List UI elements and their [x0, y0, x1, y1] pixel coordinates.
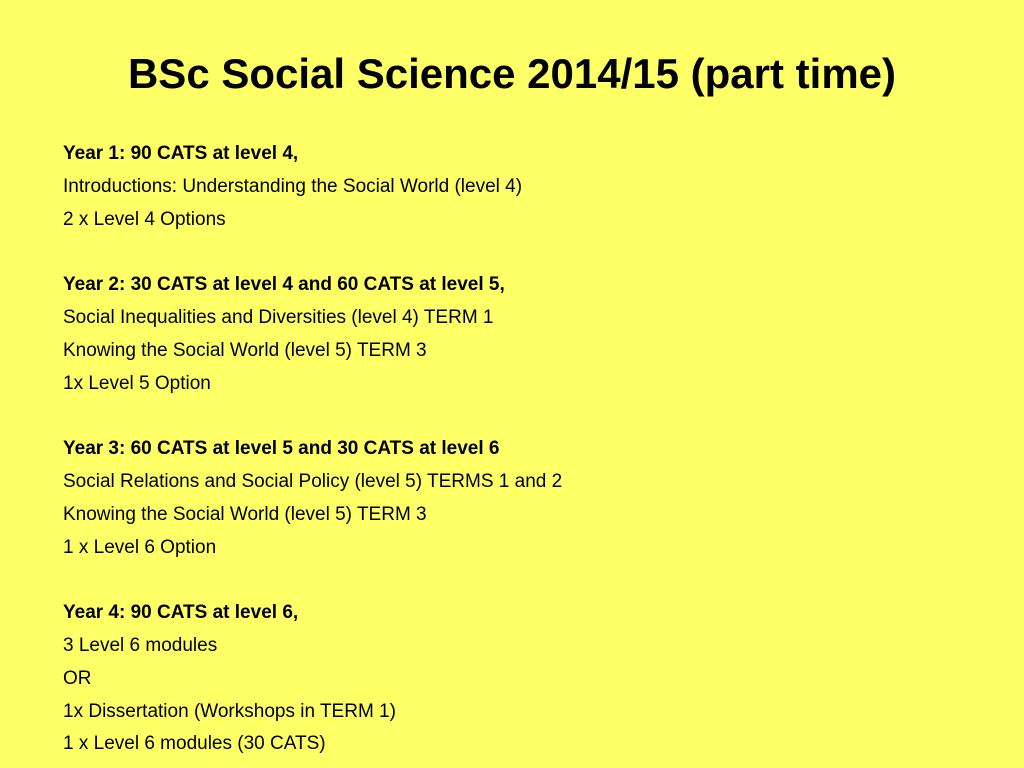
slide-body	[63, 138, 963, 761]
year-line: OR	[63, 667, 92, 689]
year-line: Knowing the Social World (level 5) TERM 3	[63, 339, 427, 361]
year-heading: Year 3: 60 CATS at level 5 and 30 CATS at level 6	[63, 438, 500, 460]
slide-title: BSc Social Science 2014/15 (part time)	[127, 50, 897, 97]
year-line: 1 x Level 6 modules (30 CATS)	[63, 733, 326, 755]
year-line: 1 x Level 6 Option	[63, 536, 217, 558]
year-line: 1x Dissertation (Workshops in TERM 1)	[63, 700, 396, 722]
year-heading: Year 1: 90 CATS at level 4,	[63, 143, 299, 164]
year-line: 2 x Level 4 Options	[63, 208, 226, 230]
year-heading: Year 2: 30 CATS at level 4 and 60 CATS at level 5,	[63, 274, 505, 296]
year-line: Social Relations and Social Policy (level 5) TERMS 1 and 2	[63, 470, 563, 492]
year-block-1	[63, 138, 963, 236]
year-line: 3 Level 6 modules	[63, 634, 218, 656]
spacer	[63, 236, 963, 269]
year-line: 1x Level 5 Option	[63, 372, 211, 394]
year-heading: Year 4: 90 CATS at level 6,	[63, 602, 299, 624]
year-block-4	[63, 597, 963, 761]
year-block-2	[63, 269, 963, 400]
spacer	[63, 400, 963, 433]
year-line: Knowing the Social World (level 5) TERM 3	[63, 503, 427, 525]
spacer	[63, 564, 963, 597]
year-line: Introductions: Understanding the Social World (level 4)	[63, 175, 523, 197]
year-block-3	[63, 433, 963, 564]
year-line: Social Inequalities and Diversities (level 4) TERM 1	[63, 306, 494, 328]
